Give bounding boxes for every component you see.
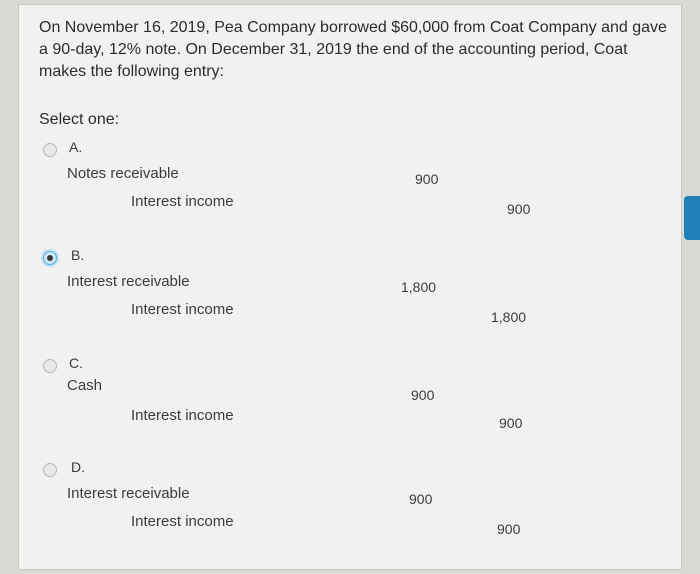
quiz-card <box>18 4 682 570</box>
option-b-credit-amount: 1,800 <box>491 309 527 325</box>
option-c-radio[interactable] <box>43 359 57 373</box>
option-c-credit-amount: 900 <box>499 415 523 431</box>
support-tab[interactable] <box>684 196 700 240</box>
option-d-radio[interactable] <box>43 463 57 477</box>
option-a-letter: A. <box>69 139 83 155</box>
option-a-credit-account: Interest income <box>131 193 234 210</box>
option-a-credit-amount: 900 <box>507 201 531 217</box>
option-a-radio[interactable] <box>43 143 57 157</box>
option-c-debit-account: Cash <box>67 377 103 394</box>
option-d-debit-account: Interest receivable <box>67 485 190 502</box>
question-text: On November 16, 2019, Pea Company borrowed $60,000 from Coat Company and gave a 90-day, 12% note. On December 31, 2019 the end of the accounting period, Coat makes the following entry: <box>39 19 667 80</box>
option-c-letter: C. <box>69 355 83 371</box>
option-b-credit-account: Interest income <box>131 301 234 318</box>
option-b-letter: B. <box>71 247 85 263</box>
option-c-credit-account: Interest income <box>131 407 234 424</box>
option-b-radio[interactable] <box>43 251 57 265</box>
option-b-debit-amount: 1,800 <box>401 279 437 295</box>
option-d-letter: D. <box>71 459 85 475</box>
select-one-label: Select one: <box>39 111 120 128</box>
option-a-debit-amount: 900 <box>415 171 439 187</box>
option-d-credit-account: Interest income <box>131 513 234 530</box>
option-a-debit-account: Notes receivable <box>67 165 179 182</box>
option-d-credit-amount: 900 <box>497 521 521 537</box>
option-d-debit-amount: 900 <box>409 491 433 507</box>
option-b-debit-account: Interest receivable <box>67 273 190 290</box>
option-c-debit-amount: 900 <box>411 387 435 403</box>
